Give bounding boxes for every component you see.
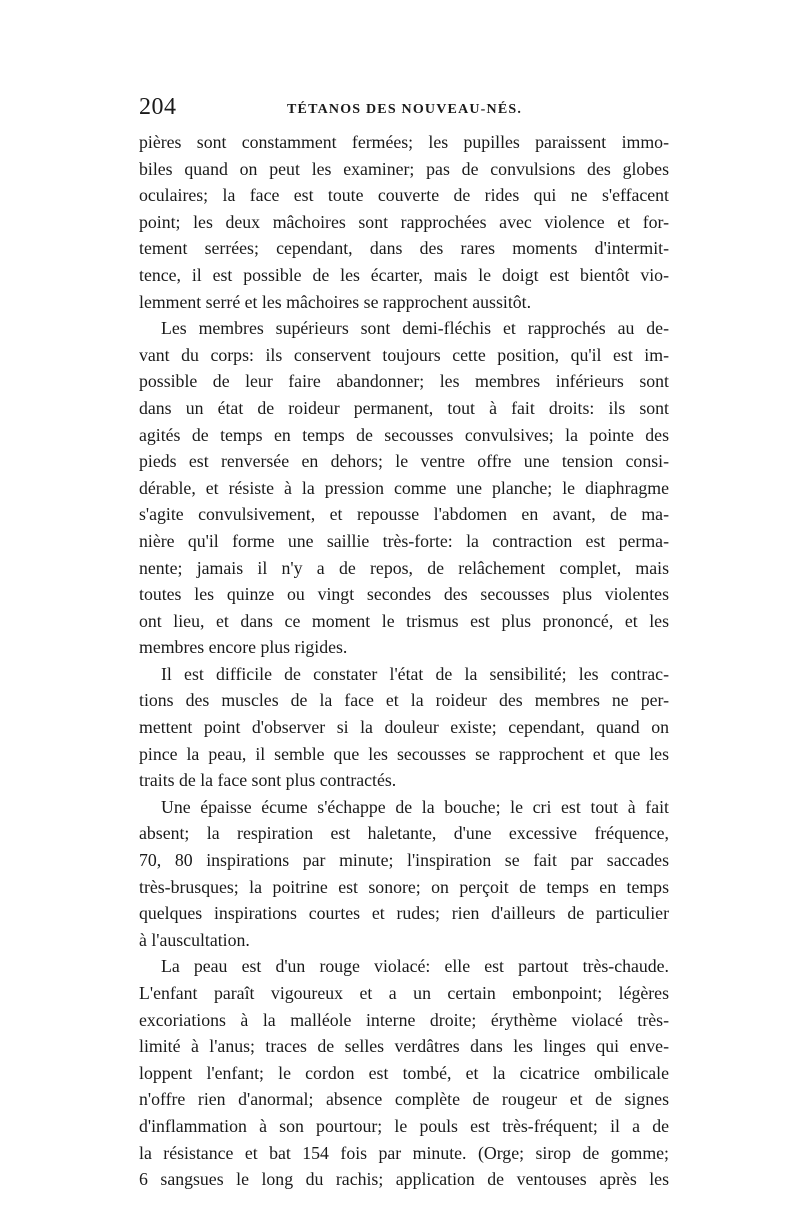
text-line: agités de temps en temps de secousses convulsives; la pointe des	[139, 424, 669, 445]
text-line: excoriations à la malléole interne droite; érythème violacé très-	[139, 1009, 669, 1030]
text-line: très-brusques; la poitrine est sonore; on perçoit de temps en temps	[139, 876, 669, 897]
text-line: membres encore plus rigides.	[139, 637, 348, 658]
text-line: tence, il est possible de les écarter, mais le doigt est bientôt vio-	[139, 264, 669, 285]
text-line: Une épaisse écume s'échappe de la bouche; le cri est tout à fait	[161, 796, 669, 817]
text-line: lemment serré et les mâchoires se rapprochent aussitôt.	[139, 291, 532, 312]
text-line: limité à l'anus; traces de selles verdâtres dans les linges qui enve-	[139, 1036, 669, 1057]
text-line: pières sont constamment fermées; les pupilles paraissent immo-	[139, 132, 669, 152]
text-line: ont lieu, et dans ce moment le trismus est plus prononcé, et les	[139, 610, 669, 631]
text-line: L'enfant paraît vigoureux et a un certain embonpoint; légères	[139, 983, 669, 1003]
text-line: la résistance et bat 154 fois par minute. (Orge; sirop de gomme;	[139, 1142, 669, 1163]
text-line: mettent point d'observer si la douleur existe; cependant, quand on	[139, 717, 669, 738]
running-title: TÉTANOS DES NOUVEAU-NÉS.	[287, 102, 523, 117]
text-line: biles quand on peut les examiner; pas de convulsions des globes	[139, 158, 669, 179]
text-line: possible de leur faire abandonner; les membres inférieurs sont	[139, 371, 669, 392]
text-line: nière qu'il forme une saillie très-forte: la contraction est perma-	[139, 530, 669, 551]
text-line: quelques inspirations courtes et rudes; rien d'ailleurs de particulier	[139, 903, 669, 924]
text-line: pince la peau, il semble que les secousses se rapprochent et que les	[139, 743, 669, 764]
text-line: s'agite convulsivement, et repousse l'abdomen en avant, de ma-	[139, 504, 669, 525]
text-line: traits de la face sont plus contractés.	[139, 770, 397, 791]
text-line: nente; jamais il n'y a de repos, de relâchement complet, mais	[139, 557, 669, 578]
text-line: toutes les quinze ou vingt secondes des secousses plus violentes	[139, 584, 669, 605]
text-line: absent; la respiration est haletante, d'une excessive fréquence,	[139, 823, 669, 844]
text-line: oculaires; la face est toute couverte de rides qui ne s'effacent	[139, 185, 669, 206]
text-line: La peau est d'un rouge violacé: elle est partout très-chaude.	[161, 956, 669, 977]
text-line: 6 sangsues le long du rachis; application de ventouses après les	[139, 1169, 669, 1190]
text-line: d'inflammation à son pourtour; le pouls est très-fréquent; il a de	[139, 1115, 669, 1136]
text-line: Les membres supérieurs sont demi-fléchis et rapprochés au de-	[161, 318, 669, 339]
text-line: pieds est renversée en dehors; le ventre offre une tension consi-	[139, 451, 669, 472]
page-number: 204	[139, 94, 177, 120]
body-text	[139, 129, 669, 1193]
running-head	[139, 94, 667, 124]
text-line: n'offre rien d'anormal; absence complète de rougeur et de signes	[139, 1089, 669, 1110]
text-line: 70, 80 inspirations par minute; l'inspiration se fait par saccades	[139, 850, 669, 871]
text-line: tions des muscles de la face et la roideur des membres ne per-	[139, 690, 669, 711]
text-line: loppent l'enfant; le cordon est tombé, et la cicatrice ombilicale	[139, 1062, 669, 1083]
text-line: point; les deux mâchoires sont rapprochées avec violence et for-	[139, 211, 669, 232]
text-line: vant du corps: ils conservent toujours cette position, qu'il est im-	[139, 344, 669, 365]
text-line: Il est difficile de constater l'état de la sensibilité; les contrac-	[161, 663, 669, 684]
text-line: dérable, et résiste à la pression comme une planche; le diaphragme	[139, 477, 669, 498]
text-line: tement serrées; cependant, dans des rares moments d'intermit-	[139, 238, 669, 259]
text-line: dans un état de roideur permanent, tout à fait droits: ils sont	[139, 397, 669, 418]
text-line: à l'auscultation.	[139, 929, 250, 950]
